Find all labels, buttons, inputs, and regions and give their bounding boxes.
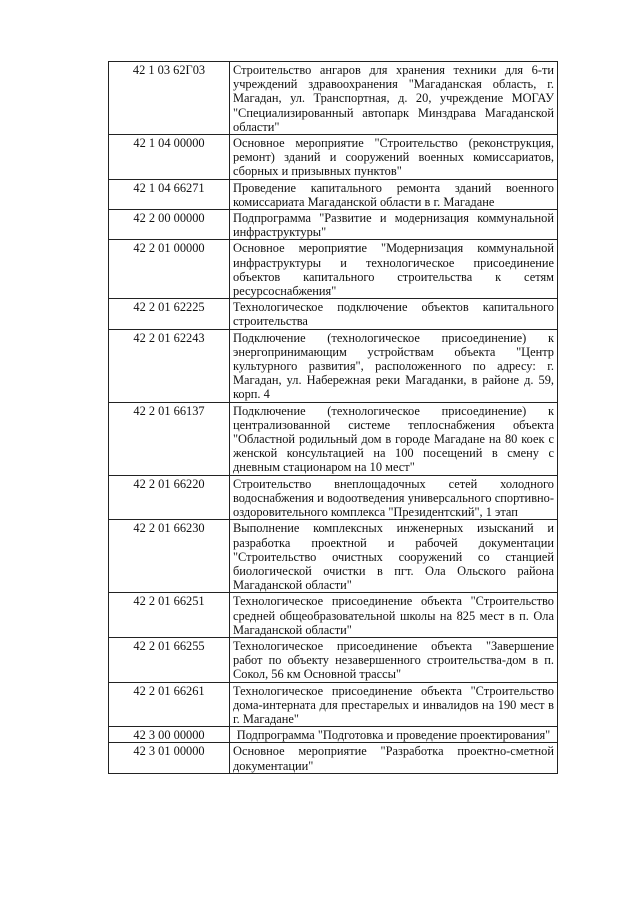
- table-row: [109, 593, 558, 638]
- row-description-cell: Основное мероприятие "Строительство (реконструкция, ремонт) зданий и сооружений военных комиссариатов, сборных и призывных пунктов": [230, 135, 558, 180]
- row-code-cell: 42 2 01 66230: [109, 520, 230, 593]
- row-code-cell: 42 1 04 00000: [109, 135, 230, 180]
- row-description-cell: Технологическое подключение объектов капитального строительства: [230, 299, 558, 329]
- budget-classification-table: [108, 61, 558, 774]
- row-description-cell: Технологическое присоединение объекта "Строительство дома-интерната для престарелых и инвалидов на 190 мест в г. Магадане": [230, 682, 558, 727]
- table-row: [109, 135, 558, 180]
- table-row: [109, 475, 558, 520]
- table-row: [109, 743, 558, 773]
- row-code-cell: 42 2 01 66251: [109, 593, 230, 638]
- table-row: [109, 179, 558, 209]
- row-description-cell: Строительство внеплощадочных сетей холодного водоснабжения и водоотведения универсального спортивно-оздоровительного комплекса "Президентский", 1 этап: [230, 475, 558, 520]
- row-code-cell: 42 2 01 62243: [109, 329, 230, 402]
- row-code-cell: 42 2 00 00000: [109, 210, 230, 240]
- table-row: [109, 329, 558, 402]
- row-description-cell: Подключение (технологическое присоединение) к энергопринимающим устройствам объекта "Центр культурного развития", расположенного по адресу: г. Магадан, ул. Набережная реки Магаданки, в районе д. 59, корп. 4: [230, 329, 558, 402]
- row-description-cell: Подпрограмма "Подготовка и проведение проектирования": [230, 727, 558, 743]
- row-code-cell: 42 2 01 62225: [109, 299, 230, 329]
- table-row: [109, 520, 558, 593]
- row-description-cell: Технологическое присоединение объекта "Завершение работ по объекту незавершенного строительства-дом в п. Сокол, 56 км Основной трассы": [230, 637, 558, 682]
- row-code-cell: 42 3 01 00000: [109, 743, 230, 773]
- table-row: [109, 62, 558, 135]
- table-row: [109, 240, 558, 299]
- row-description-cell: Проведение капитального ремонта зданий военного комиссариата Магаданской области в г. Магадане: [230, 179, 558, 209]
- row-description-cell: Строительство ангаров для хранения техники для 6-ти учреждений здравоохранения "Магаданская область, г. Магадан, ул. Транспортная, д. 20, учреждение МОГАУ "Специализированный автопарк Минздрава Магаданской области": [230, 62, 558, 135]
- row-description-cell: Подключение (технологическое присоединение) к централизованной системе теплоснабжения объекта "Областной родильный дом в городе Магадане на 80 коек с женской консультацией на 100 посещений в смену с дневным стационаром на 10 мест": [230, 402, 558, 475]
- table-row: [109, 637, 558, 682]
- row-code-cell: 42 2 01 00000: [109, 240, 230, 299]
- row-code-cell: 42 1 03 62Г03: [109, 62, 230, 135]
- document-page: [108, 61, 558, 774]
- row-code-cell: 42 2 01 66261: [109, 682, 230, 727]
- table-row: [109, 210, 558, 240]
- row-code-cell: 42 2 01 66220: [109, 475, 230, 520]
- table-row: [109, 299, 558, 329]
- row-code-cell: 42 2 01 66255: [109, 637, 230, 682]
- table-row: [109, 402, 558, 475]
- row-code-cell: 42 2 01 66137: [109, 402, 230, 475]
- table-row: [109, 727, 558, 743]
- table-row: [109, 682, 558, 727]
- row-description-cell: Основное мероприятие "Модернизация коммунальной инфраструктуры и технологическое присоединение объектов капитального строительства к сетям ресурсоснабжения": [230, 240, 558, 299]
- row-description-cell: Подпрограмма "Развитие и модернизация коммунальной инфраструктуры": [230, 210, 558, 240]
- row-code-cell: 42 3 00 00000: [109, 727, 230, 743]
- row-description-cell: Основное мероприятие "Разработка проектно-сметной документации": [230, 743, 558, 773]
- table-body: [109, 62, 558, 774]
- row-description-cell: Технологическое присоединение объекта "Строительство средней общеобразовательной школы на 825 мест в п. Ола Магаданской области": [230, 593, 558, 638]
- row-description-cell: Выполнение комплексных инженерных изысканий и разработка проектной и рабочей документации "Строительство очистных сооружений со станцией биологической очистки в пгт. Ола Ольского района Магаданской области": [230, 520, 558, 593]
- row-code-cell: 42 1 04 66271: [109, 179, 230, 209]
